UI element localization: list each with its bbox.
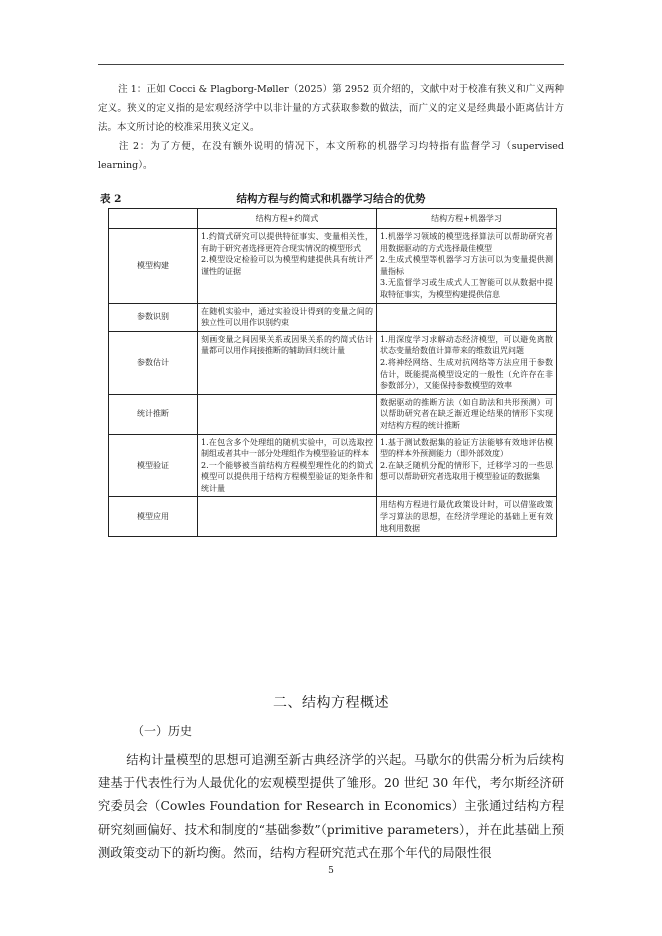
cell-paragraph: 3.无监督学习或生成式人工智能可以从数据中提取特征事实，为模型构建提供信息 bbox=[380, 278, 553, 299]
header-reduced-form: 结构方程+约简式 bbox=[198, 209, 377, 229]
cell-paragraph: 2.将神经网络、生成对抗网络等方法应用于参数估计，既能提高模型设定的一般性（允许存在非参数部分），又能保持参数模型的效率 bbox=[380, 357, 553, 391]
cell-paragraph: 2.模型设定检验可以为模型构建提供具有统计严谨性的证据 bbox=[201, 255, 373, 276]
table-row bbox=[109, 229, 557, 304]
row-label: 参数识别 bbox=[109, 303, 198, 331]
cell-paragraph: 1.在包含多个处理组的随机实验中，可以选取控制组或者其中一部分处理组作为模型验证的样本 bbox=[201, 437, 373, 459]
cell-paragraph: 数据驱动的推断方法（如自助法和共形预测）可以帮助研究者在缺乏渐近理论结果的情形下实现对结构方程的统计推断 bbox=[380, 397, 553, 430]
header-corner bbox=[109, 209, 198, 229]
cell-reduced-form bbox=[198, 394, 377, 434]
cell-paragraph: 刻画变量之间因果关系或因果关系的约简式估计量都可以用作间接推断的辅助回归统计量 bbox=[201, 334, 373, 356]
cell-reduced-form bbox=[198, 497, 377, 537]
cell-paragraph: 2.一个能够被当前结构方程模型理性化的约简式模型可以提供用于结构方程模型验证的矩条件和统计量 bbox=[201, 460, 373, 493]
cell-machine-learning bbox=[377, 303, 557, 331]
cell-reduced-form bbox=[198, 434, 377, 497]
page-number: 5 bbox=[328, 866, 334, 876]
table-row bbox=[109, 303, 557, 331]
cell-reduced-form bbox=[198, 331, 377, 394]
table-row bbox=[109, 331, 557, 394]
cell-reduced-form bbox=[198, 303, 377, 331]
row-label: 模型应用 bbox=[109, 497, 198, 537]
footnote-2 bbox=[98, 137, 564, 175]
footnote-1-text: 注 1：正如 Cocci & Plagborg-Møller（2025）第 2952 页介绍的，文献中对于校准有狭义和广义两种定义。狭义的定义指的是宏观经济学中以非计量的方式获取参数的做法，而广义的定义是经典最小距离估计方法。本文所讨论的校准采用狭义定义。 bbox=[98, 84, 564, 133]
cell-paragraph: 用结构方程进行最优政策设计时，可以借鉴政策学习算法的思想，在经济学理论的基础上更有效地利用数据 bbox=[380, 500, 553, 533]
table-row bbox=[109, 434, 557, 497]
cell-reduced-form bbox=[198, 229, 377, 304]
row-label: 模型验证 bbox=[109, 434, 198, 497]
header-rule bbox=[98, 64, 564, 65]
table-title: 结构方程与约简式和机器学习结合的优势 bbox=[236, 193, 426, 205]
table-number: 表 2 bbox=[100, 193, 122, 205]
cell-machine-learning bbox=[377, 434, 557, 497]
row-label: 统计推断 bbox=[109, 394, 198, 434]
cell-machine-learning bbox=[377, 331, 557, 394]
cell-paragraph: 2.生成式模型等机器学习方法可以为变量提供测量指标 bbox=[380, 255, 553, 276]
body-paragraph-text: 结构计量模型的思想可追溯至新古典经济学的兴起。马歇尔的供需分析为后续构建基于代表性行为人最优化的宏观模型提供了雏形。20 世纪 30 年代，考尔斯经济研究委员会（Cowles Foundation for Research in Economics）主张通过结构方程研究刻画偏好、技术和制度的“基础参数”（primitive parameters），并在此基础上预测政策变动下的新均衡。然而，结构方程研究范式在那个年代的局限性很 bbox=[98, 753, 564, 860]
cell-paragraph: 1.约简式研究可以提供特征事实、变量相关性，有助于研究者选择更符合现实情况的模型形式 bbox=[201, 232, 373, 253]
cell-paragraph: 1.机器学习领域的模型选择算法可以帮助研究者用数据驱动的方式选择最佳模型 bbox=[380, 232, 553, 253]
cell-machine-learning bbox=[377, 497, 557, 537]
footnote-2-text: 注 2：为了方便，在没有额外说明的情况下，本文所称的机器学习均特指有监督学习（supervised learning）。 bbox=[98, 141, 564, 171]
row-label: 模型构建 bbox=[109, 229, 198, 304]
footnote-1 bbox=[98, 80, 564, 137]
cell-machine-learning bbox=[377, 229, 557, 304]
cell-paragraph: 在随机实验中，通过实验设计得到的变量之间的独立性可以用作识别约束 bbox=[201, 306, 373, 328]
cell-paragraph: 2.在缺乏随机分配的情形下，迁移学习的一些思想可以帮助研究者选取用于模型验证的数据集 bbox=[380, 460, 553, 482]
comparison-table bbox=[108, 208, 557, 537]
subsection-title: （一）历史 bbox=[132, 724, 193, 738]
body-paragraph bbox=[98, 749, 564, 865]
table-header-row bbox=[109, 209, 557, 229]
cell-machine-learning bbox=[377, 394, 557, 434]
cell-paragraph: 1.用深度学习求解动态经济模型，可以避免离散状态变量给数值计算带来的维数诅咒问题 bbox=[380, 334, 553, 356]
header-machine-learning: 结构方程+机器学习 bbox=[377, 209, 557, 229]
cell-paragraph: 1.基于测试数据集的验证方法能够有效地评估模型的样本外预测能力（即外部效度） bbox=[380, 437, 553, 459]
table-row bbox=[109, 497, 557, 537]
section-title: 二、结构方程概述 bbox=[273, 695, 389, 711]
table-row bbox=[109, 394, 557, 434]
row-label: 参数估计 bbox=[109, 331, 198, 394]
